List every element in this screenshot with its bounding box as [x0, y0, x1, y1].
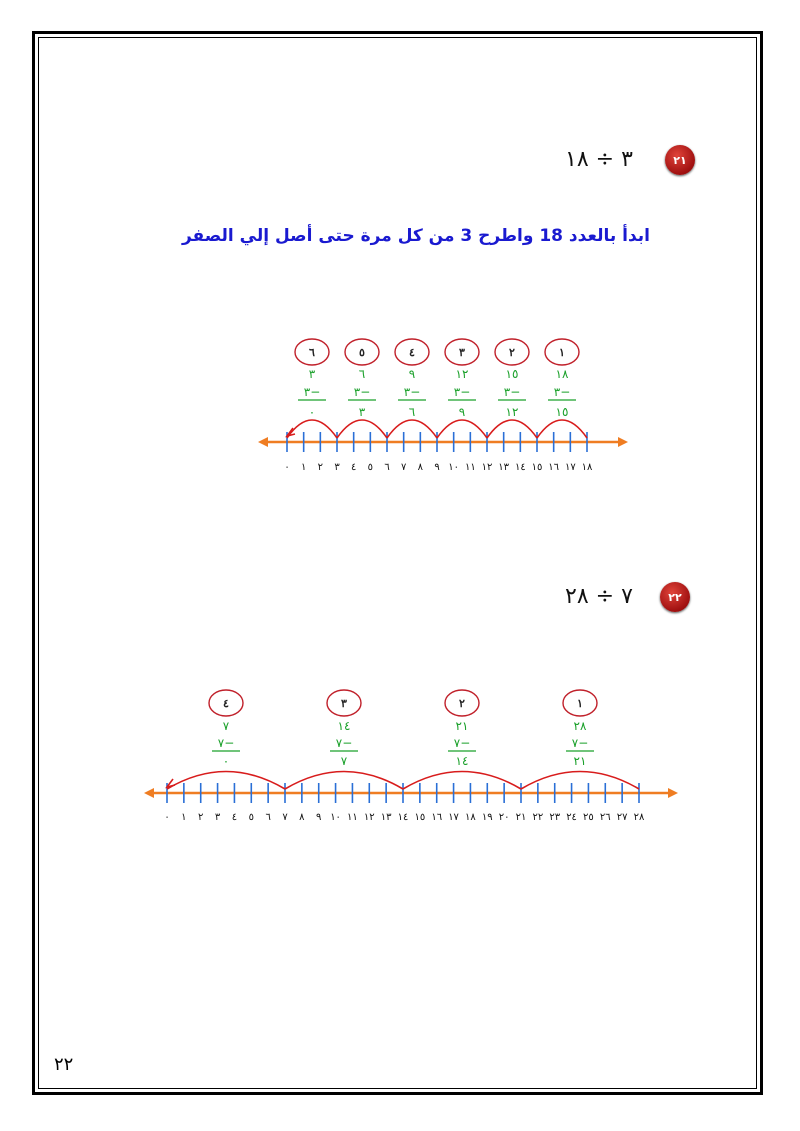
- tick-label: ٢٠: [498, 812, 510, 823]
- page-number: ٢٢: [54, 1054, 74, 1075]
- tick-label: ٠: [284, 462, 290, 473]
- tick-label: ٢: [198, 812, 204, 823]
- tick-label: ٦: [265, 812, 271, 823]
- tick-label: ٧: [400, 462, 407, 473]
- step-result: ١٥: [555, 405, 569, 419]
- step-result: ٠: [308, 405, 316, 419]
- tick-label: ١٣: [498, 462, 510, 473]
- tick-label: ٨: [417, 462, 424, 473]
- tick-label: ١٥: [414, 812, 426, 823]
- tick-label: ١٤: [397, 812, 409, 823]
- tick-label: ٢٨: [633, 812, 645, 823]
- tick-label: ١٩: [481, 812, 493, 823]
- tick-label: ٢٤: [566, 812, 577, 823]
- tick-label: ٢٥: [583, 812, 594, 823]
- tick-label: ٦: [384, 462, 390, 473]
- step-result: ٩: [458, 405, 466, 419]
- tick-label: ١٦: [548, 462, 560, 473]
- jump-arc: [521, 772, 639, 790]
- tick-label: ١٠: [448, 462, 460, 473]
- step-result: ١٢: [505, 405, 519, 419]
- tick-label: ٥: [367, 462, 374, 473]
- problem-21-expression: ٣ ÷ ١٨: [565, 147, 633, 172]
- step-count: ٣: [341, 697, 347, 710]
- axis-arrow-right-icon: [668, 788, 678, 798]
- step-count: ٢: [509, 346, 515, 359]
- step-minuend: ٢١: [455, 719, 469, 733]
- step-subtrahend: ٧−: [571, 736, 589, 750]
- step-minuend: ١٢: [455, 367, 469, 381]
- tick-label: ٧: [282, 812, 288, 823]
- tick-label: ١١: [464, 462, 476, 473]
- axis-arrow-left-icon: [144, 788, 154, 798]
- arc-arrowhead-icon: [167, 779, 175, 787]
- step-subtrahend: ٣−: [353, 385, 371, 399]
- tick-label: ٢٣: [549, 812, 561, 823]
- tick-label: ٢٢: [532, 812, 544, 823]
- step-subtrahend: ٧−: [335, 736, 353, 750]
- step-minuend: ٦: [358, 367, 366, 381]
- tick-label: ١٦: [431, 812, 443, 823]
- tick-label: ١٨: [581, 462, 593, 473]
- step-subtrahend: ٣−: [553, 385, 571, 399]
- problem-22-number: ٢٢: [668, 590, 682, 604]
- step-count: ٣: [459, 346, 465, 359]
- step-minuend: ١٤: [337, 719, 351, 733]
- step-count: ٢: [459, 697, 465, 710]
- problem-22-expression: ٧ ÷ ٢٨: [565, 584, 633, 609]
- step-minuend: ٩: [408, 367, 416, 381]
- tick-label: ٣: [334, 462, 340, 473]
- tick-label: ٥: [248, 812, 254, 823]
- tick-label: ١٤: [514, 462, 526, 473]
- step-count: ٤: [223, 697, 229, 710]
- tick-label: ١١: [347, 812, 358, 823]
- tick-label: ١٠: [330, 812, 341, 823]
- step-result: ٦: [408, 405, 416, 419]
- jump-arc: [403, 772, 521, 790]
- problem-21-number: ٢١: [673, 153, 687, 167]
- step-count: ١: [577, 697, 583, 710]
- tick-label: ٩: [434, 462, 440, 473]
- step-minuend: ١٥: [505, 367, 519, 381]
- tick-label: ٨: [299, 812, 305, 823]
- step-result: ٢١: [573, 754, 587, 768]
- tick-label: ٠: [164, 812, 170, 823]
- step-count: ٤: [409, 346, 415, 359]
- step-result: ٧: [340, 754, 348, 768]
- step-count: ٥: [359, 346, 365, 359]
- step-minuend: ٢٨: [573, 719, 587, 733]
- tick-label: ٢١: [515, 812, 527, 823]
- tick-label: ٩: [316, 812, 322, 823]
- tick-label: ١٢: [363, 812, 375, 823]
- step-subtrahend: ٧−: [217, 736, 235, 750]
- tick-label: ٢: [317, 462, 324, 473]
- step-subtrahend: ٣−: [303, 385, 321, 399]
- tick-label: ١٣: [380, 812, 392, 823]
- tick-label: ١٧: [448, 812, 459, 823]
- tick-label: ٤: [350, 462, 357, 473]
- tick-label: ٣: [214, 812, 221, 823]
- step-subtrahend: ٣−: [503, 385, 521, 399]
- step-result: ١٤: [455, 754, 469, 768]
- step-result: ٠: [222, 754, 230, 768]
- step-minuend: ٣: [308, 367, 316, 381]
- step-minuend: ١٨: [555, 367, 569, 381]
- tick-label: ٢٦: [599, 812, 611, 823]
- tick-label: ١٨: [465, 812, 476, 823]
- tick-label: ٤: [231, 812, 238, 823]
- jump-arc: [167, 772, 285, 790]
- step-count: ٦: [309, 346, 315, 359]
- tick-label: ١٥: [531, 462, 543, 473]
- tick-label: ٢٧: [616, 812, 628, 823]
- tick-label: ١: [181, 812, 187, 823]
- step-subtrahend: ٣−: [453, 385, 471, 399]
- tick-label: ١: [300, 462, 307, 473]
- step-count: ١: [559, 346, 565, 359]
- step-result: ٣: [358, 405, 366, 419]
- jump-arc: [285, 772, 403, 790]
- tick-label: ١٢: [481, 462, 493, 473]
- problem-21-instruction: ابدأ بالعدد 18 واطرح 3 من كل مرة حتى أصل إلي الصفر: [181, 226, 650, 246]
- step-subtrahend: ٧−: [453, 736, 471, 750]
- tick-label: ١٧: [564, 462, 576, 473]
- step-minuend: ٧: [222, 719, 230, 733]
- step-subtrahend: ٣−: [403, 385, 421, 399]
